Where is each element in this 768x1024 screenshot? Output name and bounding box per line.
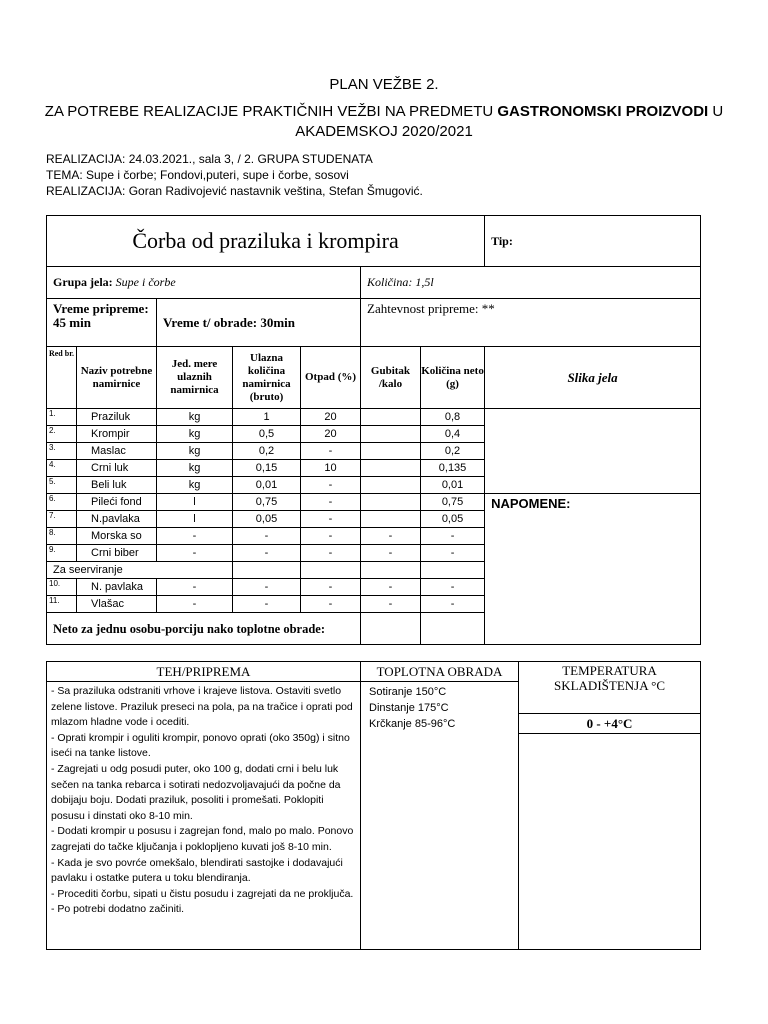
row11-ulazna: - bbox=[233, 596, 301, 613]
row4-naziv: Crni luk bbox=[77, 460, 157, 477]
tip-label: Tip: bbox=[485, 216, 701, 267]
row6-red: 6. bbox=[47, 494, 77, 511]
row4-ulazna: 0,15 bbox=[233, 460, 301, 477]
temperatura-title: TEMPERATURA SKLADIŠTENJA °C bbox=[519, 662, 701, 714]
row9-ulazna: - bbox=[233, 545, 301, 562]
vreme-obrade: Vreme t/ obrade: 30min bbox=[157, 299, 361, 347]
temperatura-empty bbox=[519, 734, 701, 950]
row10-ulazna: - bbox=[233, 579, 301, 596]
row6-gubitak bbox=[361, 494, 421, 511]
row7-gubitak bbox=[361, 511, 421, 528]
row7-ulazna: 0,05 bbox=[233, 511, 301, 528]
row10-red: 10. bbox=[47, 579, 77, 596]
row3-jed: kg bbox=[157, 443, 233, 460]
step-2: - Oprati krompir i oguliti krompir, ponovo oprati (oko 350g) i sitno iseći na tanke listove. bbox=[51, 731, 350, 760]
row4-jed: kg bbox=[157, 460, 233, 477]
obrada-sotiranje: Sotiranje 150°C bbox=[369, 686, 447, 698]
kolicina bbox=[361, 267, 701, 299]
grupa-jela bbox=[47, 267, 361, 299]
row5-gubitak bbox=[361, 477, 421, 494]
row2-otpad: 20 bbox=[301, 426, 361, 443]
col-jed-mere: Jed. mere ulaznih namirnica bbox=[157, 347, 233, 409]
step-1: - Sa praziluka odstraniti vrhove i krajeve listova. Ostaviti svetlo zelene listove. Praziluk preseci na pola, pa na tračice i oprati pod mlazom hladne vode i ocediti. bbox=[51, 685, 353, 729]
kolicina-value: Količina: 1,5l bbox=[367, 275, 434, 289]
preparation-section bbox=[46, 661, 701, 950]
row8-jed: - bbox=[157, 528, 233, 545]
napomene: NAPOMENE: bbox=[485, 494, 701, 645]
obrada-krckanje: Krčkanje 85-96°C bbox=[369, 718, 456, 730]
step-5: - Kada je svo povrće omekšalo, blendirati sastojke i dodavajući pavlaku i ostatke putera u toku blendiranja. bbox=[51, 856, 343, 885]
subtitle-suffix: U AKADEMSKOJ 2020/2021 bbox=[295, 103, 724, 140]
row9-gubitak: - bbox=[361, 545, 421, 562]
row9-jed: - bbox=[157, 545, 233, 562]
meta-realizacija-staff: REALIZACIJA: Goran Radivojević nastavnik veština, Stefan Šmugović. bbox=[46, 184, 423, 198]
obrada-dinstanje: Dinstanje 175°C bbox=[369, 702, 449, 714]
row6-otpad: - bbox=[301, 494, 361, 511]
row4-red: 4. bbox=[47, 460, 77, 477]
row1-naziv: Praziluk bbox=[77, 409, 157, 426]
row8-otpad: - bbox=[301, 528, 361, 545]
row8-neto: - bbox=[421, 528, 485, 545]
row1-ulazna: 1 bbox=[233, 409, 301, 426]
slika-area bbox=[485, 409, 701, 494]
row5-neto: 0,01 bbox=[421, 477, 485, 494]
recipe-card bbox=[46, 215, 701, 645]
row6-neto: 0,75 bbox=[421, 494, 485, 511]
grupa-value: Supe i čorbe bbox=[115, 275, 176, 289]
row5-naziv: Beli luk bbox=[77, 477, 157, 494]
step-7: - Po potrebi dodatno začiniti. bbox=[51, 903, 185, 916]
row10-jed: - bbox=[157, 579, 233, 596]
row10-otpad: - bbox=[301, 579, 361, 596]
row1-jed: kg bbox=[157, 409, 233, 426]
row11-gubitak: - bbox=[361, 596, 421, 613]
step-4: - Dodati krompir u posusu i zagrejan fond, malo po malo. Ponovo zagrejati do tačke ključanja i poklopljeno kuvati još 8-10 min. bbox=[51, 825, 354, 853]
row1-otpad: 20 bbox=[301, 409, 361, 426]
row9-red: 9. bbox=[47, 545, 77, 562]
row3-red: 3. bbox=[47, 443, 77, 460]
meta-tema: TEMA: Supe i čorbe; Fondovi,puteri, supe i čorbe, sosovi bbox=[46, 168, 349, 182]
subject-name: GASTRONOMSKI PROIZVODI bbox=[497, 103, 709, 120]
row6-jed: l bbox=[157, 494, 233, 511]
row3-neto: 0,2 bbox=[421, 443, 485, 460]
vreme-pripreme: Vreme pripreme: 45 min bbox=[47, 299, 157, 347]
row8-naziv: Morska so bbox=[77, 528, 157, 545]
step-6: - Procediti čorbu, sipati u čistu posudu i zagrejati da ne proključa. bbox=[51, 887, 354, 900]
neto-porcija: Neto za jednu osobu-porciju nako toplotne obrade: bbox=[47, 613, 361, 645]
row7-jed: l bbox=[157, 511, 233, 528]
meta-realizacija-date: REALIZACIJA: 24.03.2021., sala 3, / 2. GRUPA STUDENATA bbox=[46, 152, 373, 166]
row4-otpad: 10 bbox=[301, 460, 361, 477]
row3-gubitak bbox=[361, 443, 421, 460]
col-slika: Slika jela bbox=[485, 347, 701, 409]
row5-jed: kg bbox=[157, 477, 233, 494]
row9-naziv: Crni biber bbox=[77, 545, 157, 562]
row6-naziv: Pileći fond bbox=[77, 494, 157, 511]
row9-neto: - bbox=[421, 545, 485, 562]
row7-neto: 0,05 bbox=[421, 511, 485, 528]
row11-neto: - bbox=[421, 596, 485, 613]
row11-otpad: - bbox=[301, 596, 361, 613]
row11-naziv: Vlašac bbox=[77, 596, 157, 613]
dish-name: Čorba od praziluka i krompira bbox=[47, 216, 485, 267]
row4-neto: 0,135 bbox=[421, 460, 485, 477]
row4-gubitak bbox=[361, 460, 421, 477]
obrada-list bbox=[361, 682, 519, 950]
row7-otpad: - bbox=[301, 511, 361, 528]
row7-red: 7. bbox=[47, 511, 77, 528]
meta-block bbox=[46, 151, 423, 199]
grupa-label: Grupa jela: bbox=[53, 275, 113, 289]
col-gubitak: Gubitak /kalo bbox=[361, 347, 421, 409]
serviranje-label: Za seerviranje bbox=[47, 562, 233, 579]
row5-ulazna: 0,01 bbox=[233, 477, 301, 494]
zahtevnost: Zahtevnost pripreme: ** bbox=[361, 299, 701, 347]
row2-gubitak bbox=[361, 426, 421, 443]
row1-red: 1. bbox=[47, 409, 77, 426]
col-ulazna: Ulazna količina namirnica (bruto) bbox=[233, 347, 301, 409]
col-red: Red br. bbox=[47, 347, 77, 409]
row10-neto: - bbox=[421, 579, 485, 596]
row9-otpad: - bbox=[301, 545, 361, 562]
teh-priprema-title: TEH/PRIPREMA bbox=[47, 662, 361, 682]
toplotna-obrada-title: TOPLOTNA OBRADA bbox=[361, 662, 519, 682]
row2-naziv: Krompir bbox=[77, 426, 157, 443]
row8-red: 8. bbox=[47, 528, 77, 545]
row8-gubitak: - bbox=[361, 528, 421, 545]
row10-gubitak: - bbox=[361, 579, 421, 596]
plan-title: PLAN VEŽBE 2. bbox=[329, 76, 439, 93]
row6-ulazna: 0,75 bbox=[233, 494, 301, 511]
row3-ulazna: 0,2 bbox=[233, 443, 301, 460]
row3-naziv: Maslac bbox=[77, 443, 157, 460]
row11-jed: - bbox=[157, 596, 233, 613]
row2-neto: 0,4 bbox=[421, 426, 485, 443]
row3-otpad: - bbox=[301, 443, 361, 460]
row1-neto: 0,8 bbox=[421, 409, 485, 426]
subtitle-prefix: ZA POTREBE REALIZACIJE PRAKTIČNIH VEŽBI NA PREDMETU bbox=[44, 103, 498, 120]
col-neto: Količina neto (g) bbox=[421, 347, 485, 409]
row11-red: 11. bbox=[47, 596, 77, 613]
row5-otpad: - bbox=[301, 477, 361, 494]
row8-ulazna: - bbox=[233, 528, 301, 545]
col-naziv: Naziv potrebne namirnice bbox=[77, 347, 157, 409]
temperatura-value: 0 - +4°C bbox=[519, 714, 701, 734]
row2-jed: kg bbox=[157, 426, 233, 443]
row5-red: 5. bbox=[47, 477, 77, 494]
row2-ulazna: 0,5 bbox=[233, 426, 301, 443]
row2-red: 2. bbox=[47, 426, 77, 443]
row1-gubitak bbox=[361, 409, 421, 426]
steps-list bbox=[47, 682, 361, 950]
row7-naziv: N.pavlaka bbox=[77, 511, 157, 528]
col-otpad: Otpad (%) bbox=[301, 347, 361, 409]
step-3: - Zagrejati u odg posudi puter, oko 100 g, dodati crni i belu luk sečen na tanka rebarca i sotirati nedozvoljavajući da počne da dobijaju boju. Dodati praziluk, posoliti i promešati. Poklopiti posusu i dinstati oko 8-10 min. bbox=[51, 762, 341, 822]
row10-naziv: N. pavlaka bbox=[77, 579, 157, 596]
plan-subtitle bbox=[40, 102, 728, 142]
